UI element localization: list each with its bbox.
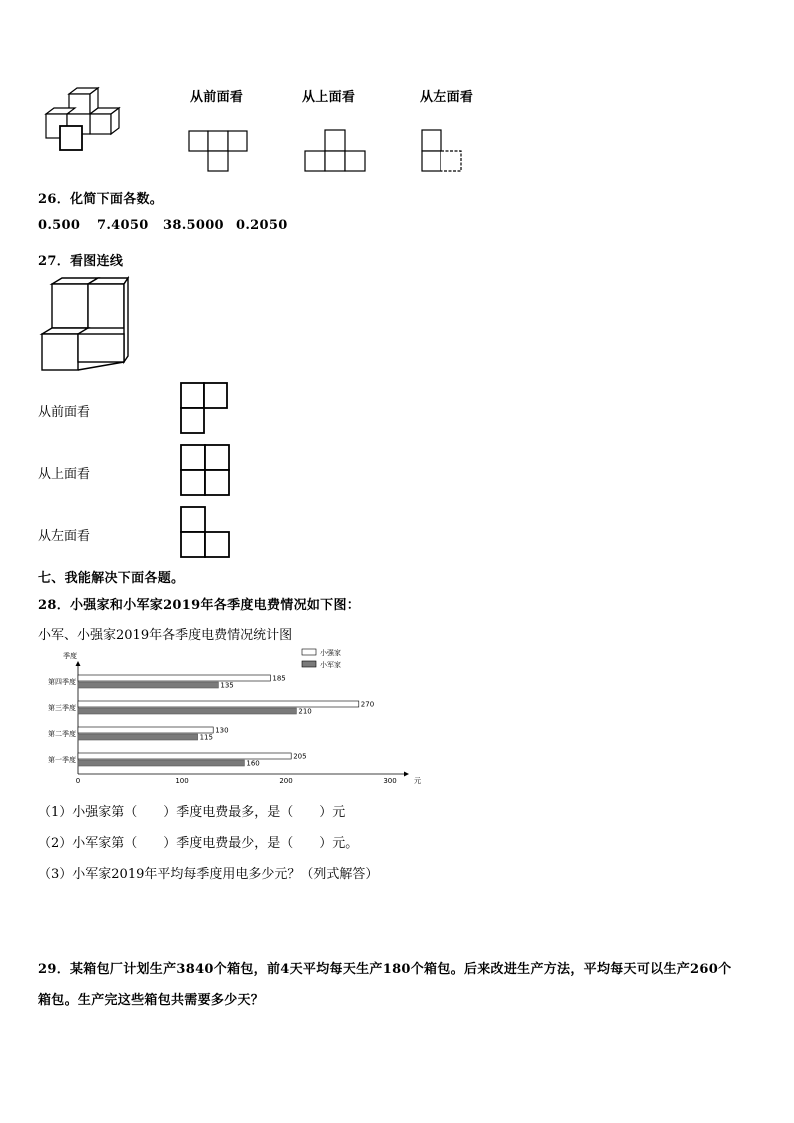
view-label-front: 从前面看 — [190, 90, 244, 105]
bar-value-label: 205 — [293, 752, 307, 761]
legend-label: 小军家 — [320, 661, 341, 669]
electricity-bar-chart — [36, 648, 426, 788]
q27-title: 27．看图连线 — [38, 254, 124, 269]
y-axis-label: 季度 — [63, 652, 77, 660]
bar — [78, 734, 198, 740]
bar-value-label: 210 — [298, 707, 312, 716]
left-view-shape — [420, 128, 466, 174]
q26-number: 0.2050 — [236, 218, 288, 233]
q27-option-shape-b — [180, 444, 232, 498]
category-label: 第二季度 — [48, 730, 76, 738]
q28-sub2: （2）小军家第（ ）季度电费最少，是（ ）元。 — [38, 836, 359, 851]
q27-option-shape-c — [180, 506, 232, 560]
category-label: 第四季度 — [48, 678, 76, 686]
q27-label-front: 从前面看 — [38, 405, 91, 420]
q26-number: 7.4050 — [97, 218, 149, 233]
q27-label-top: 从上面看 — [38, 467, 91, 482]
x-tick-label: 200 — [279, 777, 293, 785]
q28-sub3: （3）小军家2019年平均每季度用电多少元？（列式解答） — [38, 867, 379, 882]
q29-line2: 箱包。生产完这些箱包共需要多少天？ — [38, 993, 265, 1008]
bar — [78, 682, 218, 688]
bar-value-label: 160 — [246, 759, 260, 768]
bar-value-label: 115 — [199, 733, 213, 742]
q26-title: 26．化简下面各数。 — [38, 192, 164, 207]
bar — [78, 753, 291, 759]
x-tick-label: 100 — [175, 777, 189, 785]
q27-label-left: 从左面看 — [38, 529, 91, 544]
q27-option-shape-a — [180, 382, 230, 436]
q28-sub1: （1）小强家第（ ）季度电费最多，是（ ）元 — [38, 805, 346, 820]
bar-value-label: 130 — [215, 726, 229, 735]
bar — [78, 675, 270, 681]
bar — [78, 760, 244, 766]
bar — [78, 727, 213, 733]
legend-swatch — [302, 661, 316, 667]
cube-stack-figure — [40, 86, 130, 156]
category-label: 第一季度 — [48, 756, 76, 764]
legend-label: 小强家 — [320, 649, 341, 657]
q28-title: 28．小强家和小军家2019年各季度电费情况如下图： — [38, 598, 361, 613]
front-view-shape — [188, 128, 250, 174]
top-view-shape — [304, 128, 368, 174]
q29-line1: 29．某箱包厂计划生产3840个箱包，前4天平均每天生产180个箱包。后来改进生产方法，平均每天可以生产260个 — [38, 962, 732, 977]
x-tick-label: 0 — [75, 777, 81, 785]
category-label: 第三季度 — [48, 704, 76, 712]
bar-value-label: 185 — [272, 674, 286, 683]
chart-title: 小军、小强家2019年各季度电费情况统计图 — [38, 628, 293, 643]
x-tick-label: 300 — [383, 777, 397, 785]
bar — [78, 708, 296, 714]
q26-number: 0.500 — [38, 218, 81, 233]
x-axis-arrow — [404, 772, 409, 777]
bar-value-label: 135 — [220, 681, 234, 690]
q27-solid-figure — [38, 276, 132, 374]
legend-swatch — [302, 649, 316, 655]
bar-value-label: 270 — [360, 700, 375, 709]
y-axis-arrow — [76, 661, 81, 666]
q26-number: 38.5000 — [163, 218, 224, 233]
section-7-heading: 七、我能解决下面各题。 — [38, 571, 185, 586]
view-label-top: 从上面看 — [302, 90, 356, 105]
view-label-left: 从左面看 — [420, 90, 474, 105]
bar — [78, 701, 359, 707]
x-axis-unit: 元 — [414, 777, 421, 785]
